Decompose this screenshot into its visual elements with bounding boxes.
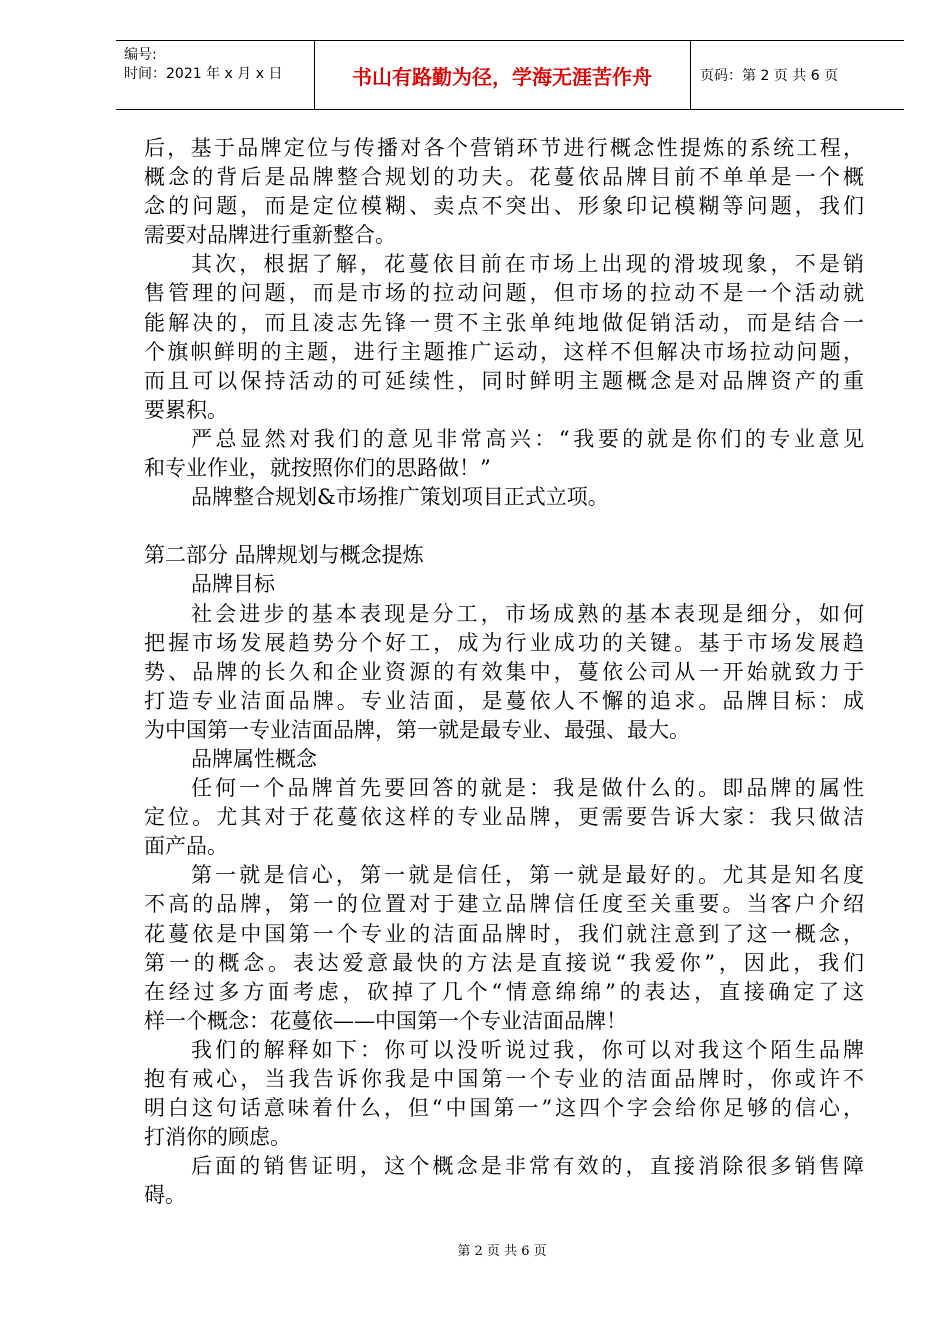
- text-line: 第一的概念。表达爱意最快的方法是直接说“我爱你”，因此，我们: [144, 950, 864, 975]
- text-line: 后，基于品牌定位与传播对各个营销环节进行概念性提炼的系统工程，: [144, 136, 864, 160]
- text-line: 后面的销售证明，这个概念是非常有效的，直接消除很多销售障: [191, 1154, 864, 1179]
- text-line: 我们的解释如下：你可以没听说过我，你可以对我这个陌生品牌: [191, 1037, 864, 1062]
- text-line: 抱有戒心，当我告诉你我是中国第一个专业的洁面品牌时，你或许不: [144, 1067, 864, 1091]
- text-line: 任何一个品牌首先要回答的就是：我是做什么的。即品牌的属性: [191, 776, 864, 801]
- text-line: 和专业作业，就按照你们的思路做！”: [144, 456, 491, 481]
- text-line: 不高的品牌，第一的位置对于建立品牌信任度至关重要。当客户介绍: [144, 892, 864, 917]
- header-divider: [690, 41, 691, 109]
- text-line: 个旗帜鲜明的主题，进行主题推广运动，这样不但解决市场拉动问题，: [144, 339, 864, 364]
- text-line: 其次，根据了解，花蔓依目前在市场上出现的滑坡现象，不是销: [191, 252, 864, 277]
- text-line: 念的问题，而是定位模糊、卖点不突出、形象印记模糊等问题，我们: [144, 194, 864, 219]
- text-line: 碍。: [144, 1183, 186, 1208]
- text-line: 样一个概念：花蔓依——中国第一个专业洁面品牌！: [144, 1008, 627, 1033]
- header-meta: [116, 41, 314, 109]
- text-line: 面产品。: [144, 834, 228, 859]
- text-line: 定位。尤其对于花蔓依这样的专业品牌，更需要告诉大家：我只做洁: [144, 805, 864, 830]
- text-line: 势、品牌的长久和企业资源的有效集中，蔓依公司从一开始就致力于: [144, 659, 864, 684]
- text-line: 社会进步的基本表现是分工，市场成熟的基本表现是细分，如何: [191, 601, 864, 626]
- text-line: 明白这句话意味着什么，但“中国第一”这四个字会给你足够的信心，: [144, 1096, 864, 1121]
- subheading: 品牌目标: [191, 572, 275, 597]
- text-line: 要累积。: [144, 397, 228, 422]
- text-line: 第一就是信心，第一就是信任，第一就是最好的。尤其是知名度: [191, 863, 864, 888]
- text-line: 严总显然对我们的意见非常高兴：“我要的就是你们的专业意见: [191, 426, 864, 451]
- text-line: 品牌整合规划&市场推广策划项目正式立项。: [191, 485, 609, 510]
- blank-line: [144, 512, 864, 541]
- text-line: 售管理的问题，而是市场的拉动问题，但市场的拉动不是一个活动就: [144, 281, 864, 306]
- text-line: 花蔓依是中国第一个专业的洁面品牌时，我们就注意到了这一概念，: [144, 921, 864, 946]
- text-line: 需要对品牌进行重新整合。: [144, 223, 396, 248]
- text-line: 概念的背后是品牌整合规划的功夫。花蔓依品牌目前不单单是一个概: [144, 165, 864, 190]
- text-line: 能解决的，而且凌志先锋一贯不主张单纯地做促销活动，而是结合一: [144, 310, 864, 335]
- section-heading: 第二部分 品牌规划与概念提炼: [144, 543, 424, 568]
- text-line: 打消你的顾虑。: [144, 1125, 291, 1150]
- subheading: 品牌属性概念: [191, 746, 317, 771]
- text-line: 把握市场发展趋势分个好工，成为行业成功的关键。基于市场发展趋: [144, 630, 864, 655]
- text-line: 在经过多方面考虑，砍掉了几个“情意绵绵”的表达，直接确定了这: [144, 979, 864, 1004]
- header-motto: 书山有路勤为径，学海无涯苦作舟: [352, 64, 652, 89]
- text-line: 为中国第一专业洁面品牌，第一就是最专业、最强、最大。: [144, 717, 690, 742]
- document-body: [144, 134, 864, 1210]
- header-page-info: 页码：第 2 页 共 6 页: [700, 68, 839, 84]
- time-label: 时间：2021 年 x 月 x 日: [124, 66, 283, 82]
- text-line: 而且可以保持活动的可延续性，同时鲜明主题概念是对品牌资产的重: [144, 368, 864, 393]
- page-header: [116, 40, 904, 110]
- page-footer: 第 2 页 共 6 页: [457, 1244, 547, 1259]
- number-label: 编号:: [124, 47, 157, 63]
- text-line: 打造专业洁面品牌。专业洁面，是蔓依人不懈的追求。品牌目标：成: [144, 688, 864, 713]
